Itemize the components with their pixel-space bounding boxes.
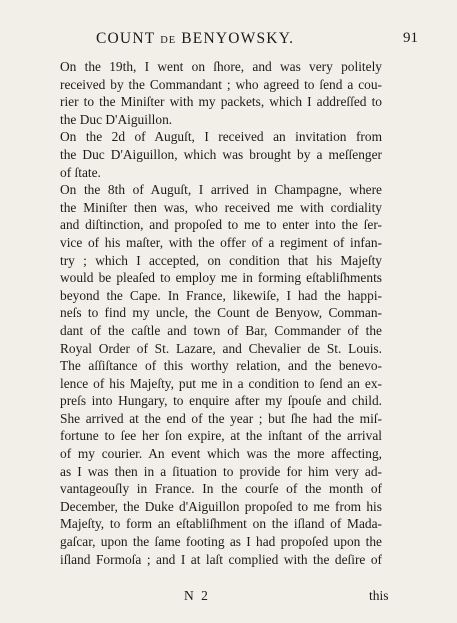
text-line: try ; which I accepted, on condition that his Majeſty xyxy=(60,252,382,268)
text-line: of ſtate. xyxy=(60,164,101,180)
text-line: as I was then in a ſituation to provide for him very ad- xyxy=(60,463,382,479)
signature-mark: N 2 xyxy=(184,588,210,603)
title-count: COUNT xyxy=(96,30,156,47)
text-line: the Miniſter then was, who received me with cordiality xyxy=(60,199,382,215)
running-header xyxy=(0,30,457,52)
text-line: lence of his Majeſty, put me in a condition to ſend an ex- xyxy=(60,375,382,391)
text-line: vice of his maſter, with the offer of a regiment of infan- xyxy=(60,234,382,250)
text-line: and diſtinction, and propoſed to me to enter into the ſer- xyxy=(60,217,382,233)
text-line: gaſcar, upon the ſame footing as I had propoſed upon the xyxy=(60,534,382,550)
text-line: the Duc D'Aiguillon, which was brought by a meſſenger xyxy=(60,146,382,162)
text-line: vantageouſly in France. In the courſe of the month of xyxy=(60,481,382,497)
text-line: the Duc D'Aiguillon. xyxy=(60,111,173,127)
text-line: December, the Duke d'Aiguillon propoſed to me from his xyxy=(60,498,382,514)
text-line: On the 19th, I went on ſhore, and was very politely xyxy=(60,59,382,74)
text-line: Majeſty, to form an eſtabliſhment on the iſland of Mada- xyxy=(60,516,382,532)
running-title xyxy=(96,30,294,48)
text-line: Royal Order of St. Lazare, and Chevalier de St. Louis. xyxy=(60,340,382,356)
text-line: dant of the caſtle and town of Bar, Commander of the xyxy=(60,322,382,338)
text-line: of my courier. An event which was the more affecting, xyxy=(60,446,382,462)
text-line: would be pleaſed to employ me in forming eſtabliſhments xyxy=(60,270,382,286)
text-line: fortune to ſee her ſon expire, at the inſtant of the arrival xyxy=(60,428,382,444)
text-line: beyond the Cape. In France, likewiſe, I had the happi- xyxy=(60,287,382,303)
text-line: neſs to find my uncle, the Count de Benyow, Comman- xyxy=(60,305,382,321)
text-line: preſs into Hungary, to enquire after my ſpouſe and child. xyxy=(60,393,382,409)
body-text xyxy=(60,58,382,568)
catchword: this xyxy=(369,588,389,603)
text-line: rier to the Miniſter with my packets, which I addreſſed to xyxy=(60,94,382,110)
text-line: She arrived at the end of the year ; but ſhe had the miſ- xyxy=(60,410,382,426)
text-line: received by the Commandant ; who agreed to ſend a cou- xyxy=(60,76,382,92)
page-number: 91 xyxy=(403,30,418,46)
text-line: On the 2d of Auguſt, I received an invitation from xyxy=(60,129,382,145)
text-line: The aſſiſtance of this worthy relation, and the benevo- xyxy=(60,358,382,374)
title-benyowsky: BENYOWSKY. xyxy=(181,30,295,47)
title-de: DE xyxy=(160,35,177,46)
text-line: On the 8th of Auguſt, I arrived in Champagne, where xyxy=(60,182,382,198)
page-footer xyxy=(0,588,457,608)
text-line: iſland Formoſa ; and I at laſt complied with the deſire of xyxy=(60,551,382,567)
